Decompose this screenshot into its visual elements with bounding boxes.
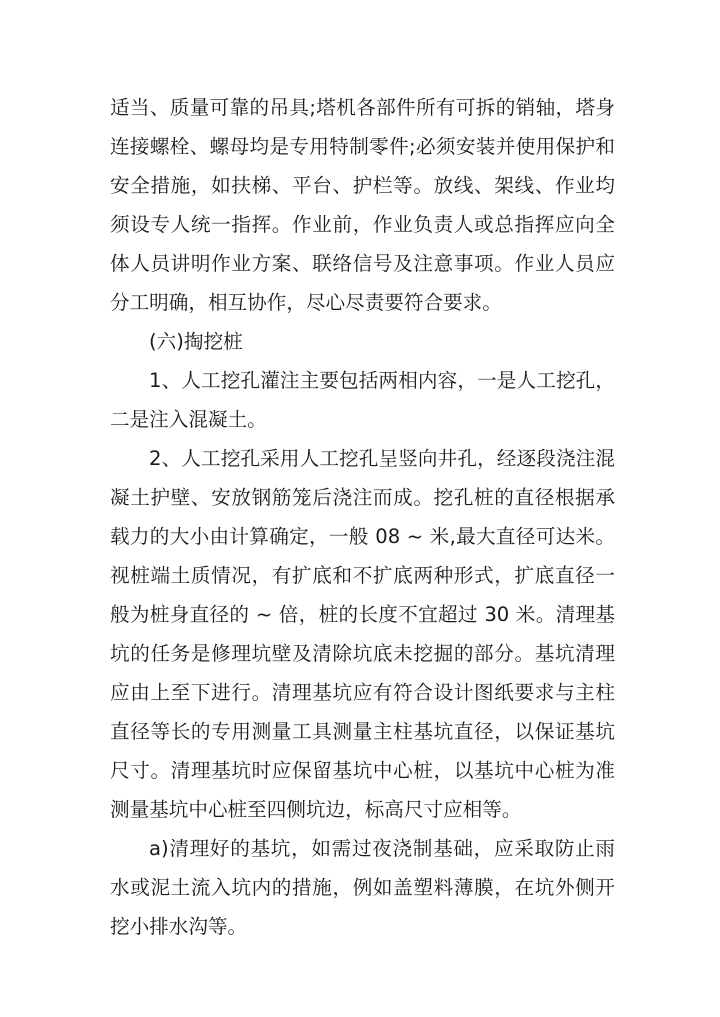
document-body — [110, 88, 615, 946]
paragraph-item-1: 1、人工挖孔灌注主要包括两相内容，一是人工挖孔，二是注入混凝土。 — [110, 369, 615, 431]
paragraph-item-a: a)清理好的基坑，如需过夜浇制基础，应采取防止雨水或泥土流入坑内的措施，例如盖塑料薄膜，在坑外侧开挖小排水沟等。 — [110, 837, 615, 938]
section-heading-excavated-pile: (六)掏挖桩 — [149, 330, 243, 353]
paragraph-tower-crane-safety: 适当、质量可靠的吊具;塔机各部件所有可拆的销轴，塔身连接螺栓、螺母均是专用特制零件;必须安装并使用保护和安全措施，如扶梯、平台、护栏等。放线、架线、作业均须设专人统一指挥。作业前，作业负责人或总指挥应向全体人员讲明作业方案、联络信号及注意事项。作业人员应分工明确，相互协作，尽心尽责要符合要求。 — [110, 96, 615, 314]
paragraph-item-2: 2、人工挖孔采用人工挖孔呈竖向井孔，经逐段浇注混凝土护壁、安放钢筋笼后浇注而成。挖孔桩的直径根据承载力的大小由计算确定，一般 08 ~ 米,最大直径可达米。视桩端土质情况，有扩底和不扩底两种形式，扩底直径一般为桩身直径的 ~ 倍，桩的长度不宜超过 30 米。清理基坑的任务是修理坑壁及清除坑底未挖掘的部分。基坑清理应由上至下进行。清理基坑应有符合设计图纸要求与主柱直径等长的专用测量工具测量主柱基坑直径，以保证基坑尺寸。清理基坑时应保留基坑中心桩，以基坑中心桩为准测量基坑中心桩至四侧坑边，标高尺寸应相等。 — [110, 447, 615, 821]
